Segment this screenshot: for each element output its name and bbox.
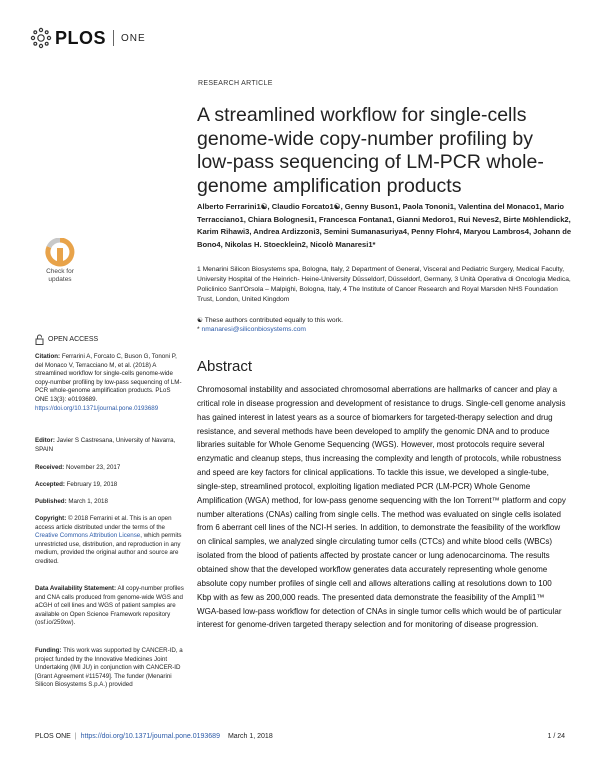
open-lock-icon [35, 334, 44, 345]
check-updates-icon [36, 238, 84, 268]
section-label: RESEARCH ARTICLE [198, 80, 273, 87]
author-notes [197, 316, 572, 334]
funding-text: This work was supported by CANCER-ID, a project funded by the Innovative Medicines Joint Undertaking (IMI JU) in conjunction with CANCER-ID [Grant Agreement #115749]. The funder (Menarini Silicon Biosystems S.p.A.) provided [35, 647, 183, 689]
article-title: A streamlined workflow for single-cells genome-wide copy-number profiling by low-pass sequencing of LM-PCR whole-genome amplification products [197, 104, 544, 197]
footer-date: March 1, 2018 [227, 733, 273, 740]
logo-divider [113, 30, 114, 46]
accepted-text: February 19, 2018 [66, 481, 118, 488]
badge-line2: updates [48, 276, 72, 283]
badge-line1: Check for [46, 268, 74, 275]
copyright-label: Copyright: [35, 515, 67, 522]
footer-doi-link[interactable]: https://doi.org/10.1371/journal.pone.0193689 [80, 733, 220, 740]
page-footer [35, 733, 565, 740]
footer-journal: PLOS ONE [35, 733, 71, 740]
logo-journal: ONE [121, 32, 146, 44]
citation-block [35, 353, 185, 413]
received-label: Received: [35, 464, 65, 471]
citation-label: Citation: [35, 353, 61, 360]
editor-label: Editor: [35, 437, 55, 444]
data-availability-text: All copy-number profiles and CNA calls produced from genome-wide WGS and aCGH of cell lines and WGS of patient samples are available on Open Science Framework repository (osf.io/259xw). [35, 585, 184, 627]
plos-logo-icon [30, 27, 52, 49]
logo-brand: PLOS [55, 27, 107, 48]
copyright-block [35, 515, 185, 567]
corresponding-email-link[interactable]: nmanaresi@siliconbiosystems.com [201, 326, 307, 333]
accepted-block [35, 481, 185, 490]
copyright-post: , which permits unrestricted use, distribution, and reproduction in any medium, provided the original author and source are credited. [35, 532, 182, 565]
citation-text: Ferrarini A, Forcato C, Buson G, Tononi P, del Monaco V, Terracciano M, et al. (2018) A streamlined workflow for single-cells genome-wide copy-number profiling by low-pass sequencing of LM-PCR whole-genome amplification products. PLoS ONE 13(3): e0193689. [35, 353, 182, 403]
abstract-heading: Abstract [197, 358, 253, 375]
abstract-text: Chromosomal instability and associated chromosomal aberrations are hallmarks of cancer and play a critical role in disease progression and development of resistance to drugs. Single-cell genome analysis has gained interest in latest years as a source of biomarkers for targeted-therapy selection and drug resistance, and several methods have been developed to amplify the genomic DNA and to produce libraries suitable for Whole Genome Sequencing (WGS). However, most protocols require several enzymatic and cleanup steps, thus increasing the complexity and length of protocols, while robustness and speed are key factors for clinical applications. To tackle this issue, we developed a single-tube, single-step, streamlined protocol, exploiting ligation mediated PCR (LM-PCR) Whole Genome Amplification (WGA) method, for low-pass genome sequencing with the Ion Torrent™ platform and copy number alterations (CNAs) calling from single cells. The method was evaluated on single cells isolated from 6 aberrant cell lines of the NCI-H series. In addition, to demonstrate the feasibility of the workflow on clinical samples, we analyzed single circulating tumor cells (CTCs) and white blood cells (WBCs) isolated from the blood of patients affected by prostate cancer or lung adenocarcinoma. The results obtained show that the developed workflow generates data accurately representing whole genome absolute copy number profiles of single cell and allows alterations calling at resolutions down to 100 Kbp with as few as 200,000 reads. The presented data demonstrate the feasibility of the Ampli1™ WGA-based low-pass workflow for detection of CNAs in single tumor cells which would be of particular interest for genome-driven targeted therapy selection and for monitoring of disease progression. [197, 385, 566, 630]
data-availability-label: Data Availability Statement: [35, 585, 117, 592]
check-for-updates-badge[interactable] [36, 238, 84, 296]
footer-separator: | [74, 733, 77, 740]
copyright-pre: © 2018 Ferrarini et al. This is an open access article distributed under the terms of the [35, 515, 172, 531]
editor-text: Javier S Castresana, University of Navarra, SPAIN [35, 437, 176, 453]
published-label: Published: [35, 498, 67, 505]
funding-block [35, 647, 185, 690]
funding-label: Funding: [35, 647, 62, 654]
equal-contribution-note: ☯ These authors contributed equally to this work. [197, 317, 344, 324]
author-list: Alberto Ferrarini1☯, Claudio Forcato1☯, Genny Buson1, Paola Tononi1, Valentina del Monaco1, Mario Terracciano1, Chiara Bolognesi1, Francesca Fontana1, Gianni Medoro1, Rui Neves2, Birte Möhlendick2, Karim Rihawi3, Andrea Ardizzoni3, Semini Sumanasuriya4, Penny Flohr4, Maryou Lambros4, Johann de Bono4, Nikolas H. Stoecklein2, Nicolò Manaresi1* [197, 202, 572, 249]
open-access-label [35, 334, 98, 345]
received-text: November 23, 2017 [65, 464, 121, 471]
citation-doi-link[interactable]: https://doi.org/10.1371/journal.pone.0193689 [35, 404, 159, 412]
accepted-label: Accepted: [35, 481, 65, 488]
journal-logo [30, 27, 146, 49]
published-text: March 1, 2018 [68, 498, 108, 505]
data-availability-block [35, 585, 185, 628]
open-access-text: OPEN ACCESS [48, 336, 99, 343]
affiliations: 1 Menarini Silicon Biosystems spa, Bologna, Italy, 2 Department of General, Visceral and Pediatric Surgery, Medical Faculty, University Hospital of the Heinrich- Heine-University Düsseldorf, Düsseldorf, Germany, 3 Unità Operativa di Oncologia Medica, Policlinico Sant'Orsola – Malpighi, Bologna, Italy, 4 The Institute of Cancer Research and Royal Marsden NHS Foundation Trust, London, United Kingdom [197, 266, 571, 303]
corresponding-email-row: * nmanaresi@siliconbiosystems.com [197, 326, 307, 333]
license-link[interactable]: Creative Commons Attribution License [35, 532, 141, 540]
published-block [35, 498, 185, 507]
received-block [35, 464, 185, 473]
page-number: 1 / 24 [547, 733, 565, 740]
editor-block [35, 437, 185, 454]
